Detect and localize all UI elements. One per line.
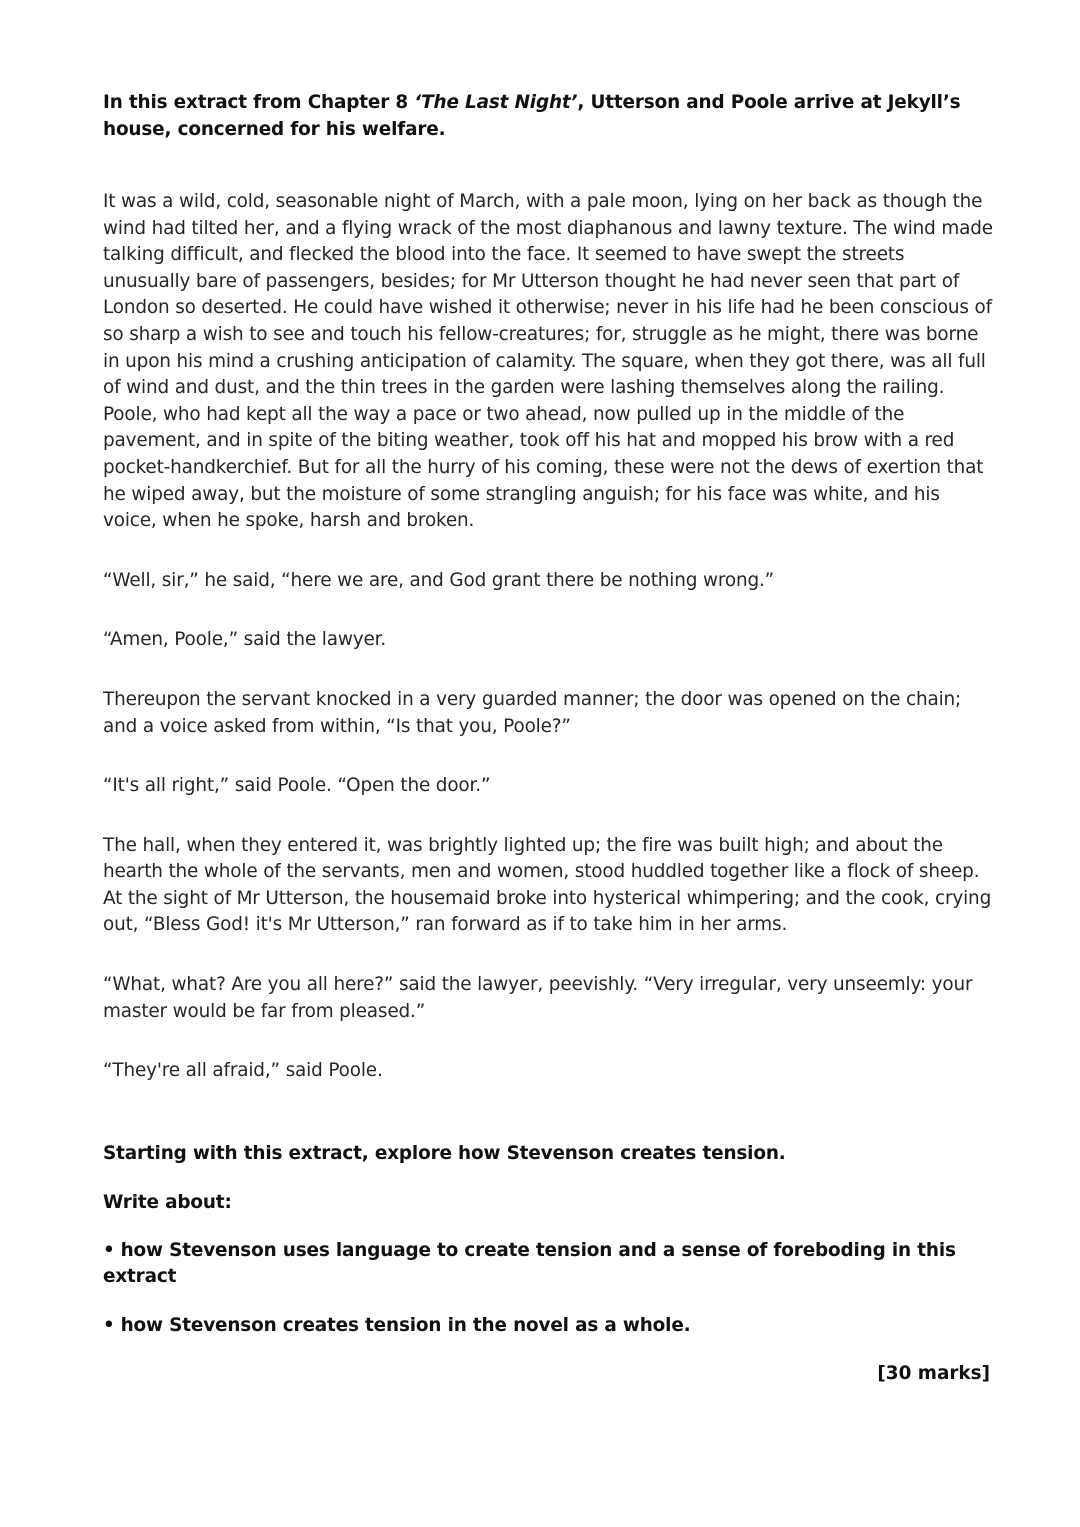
question-bullet-list <box>103 1238 993 1339</box>
extract-paragraph: The hall, when they entered it, was brightly lighted up; the fire was built high; and about the hearth the whole of the servants, men and women, stood huddled together like a flock of sheep. At the sight of Mr Utterson, the housemaid broke into hysterical whimpering; and the cook, crying out, “Bless God! it's Mr Utterson,” ran forward as if to take him in her arms. <box>103 834 992 936</box>
extract-paragraph: “It's all right,” said Poole. “Open the door.” <box>103 775 491 797</box>
bullet-text: how Stevenson uses language to create tension and a sense of foreboding in this extract <box>103 1239 956 1287</box>
bullet-icon: • <box>103 1314 115 1336</box>
bullet-icon: • <box>103 1239 115 1261</box>
intro-text-after: , Utterson and Poole arrive at Jekyll’s house, concerned for his welfare. <box>103 92 961 140</box>
extract-paragraph: “Amen, Poole,” said the lawyer. <box>103 629 387 651</box>
extract-paragraph: Thereupon the servant knocked in a very guarded manner; the door was opened on the chain; and a voice asked from within, “Is that you, Poole?” <box>103 688 962 737</box>
extract-paragraph: “They're all afraid,” said Poole. <box>103 1060 383 1082</box>
question-bullet <box>103 1238 993 1290</box>
bullet-text: how Stevenson creates tension in the novel as a whole. <box>120 1314 691 1336</box>
chapter-title: ‘The Last Night’ <box>414 92 578 113</box>
exam-page <box>103 90 993 1387</box>
extract-paragraph: “What, what? Are you all here?” said the lawyer, peevishly. “Very irregular, very unseemly: your master would be far from pleased.” <box>103 974 973 1022</box>
extract-paragraph: “Well, sir,” he said, “here we are, and God grant there be nothing wrong.” <box>103 569 775 591</box>
extract-paragraph: It was a wild, cold, seasonable night of March, with a pale moon, lying on her back as though the wind had tilted her, and a flying wrack of the most diaphanous and lawny texture. The wind made talking difficult, and flecked the blood into the face. It seemed to have swept the streets unusually bare of passengers, besides; for Mr Utterson thought he had never seen that part of London so deserted. He could have wished it otherwise; never in his life had he been conscious of so sharp a wish to see and touch his fellow-creatures; for, struggle as he might, there was borne in upon his mind a crushing anticipation of calamity. The square, when they got there, was all full of wind and dust, and the thin trees in the garden were lashing themselves along the railing. Poole, who had kept all the way a pace or two ahead, now pulled up in the middle of the pavement, and in spite of the biting weather, took off his hat and mopped his brow with a red pocket-handkerchief. But for all the hurry of his coming, these were not the dews of exertion that he wiped away, but the moisture of some strangling anguish; for his face was white, and his voice, when he spoke, harsh and broken. <box>103 191 993 532</box>
question-bullet <box>103 1313 993 1339</box>
extract-introduction <box>103 90 993 143</box>
marks-allocation: [30 marks] <box>877 1362 990 1384</box>
question-prompt: Starting with this extract, explore how Stevenson creates tension. <box>103 1142 786 1164</box>
intro-text-before: In this extract from Chapter 8 <box>103 92 415 113</box>
write-about-heading: Write about: <box>103 1191 232 1213</box>
